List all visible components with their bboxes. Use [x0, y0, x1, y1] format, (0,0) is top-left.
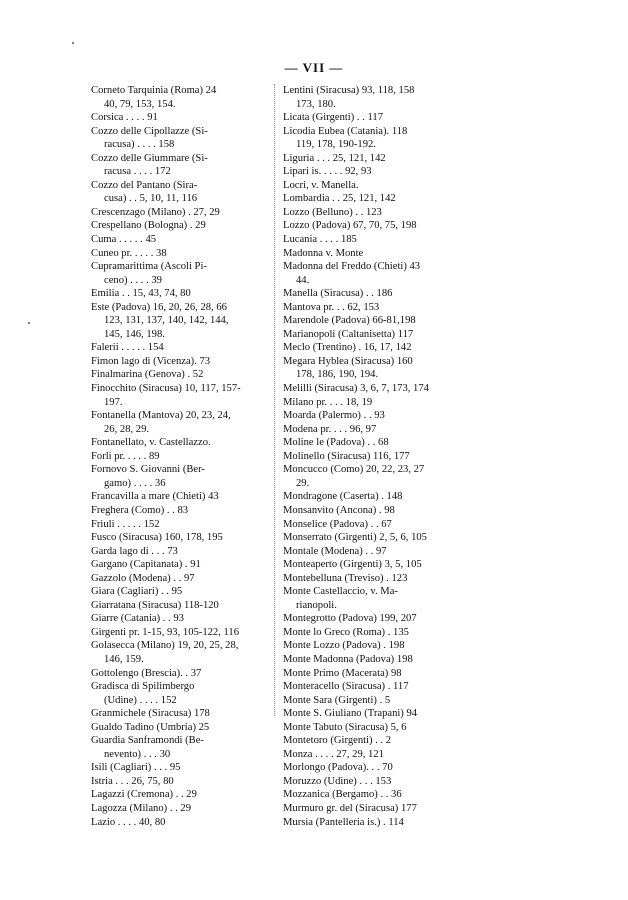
index-entry: Cozzo del Pantano (Sira- — [91, 179, 198, 191]
index-entry: Montebelluna (Treviso) . 123 — [283, 572, 408, 584]
index-entry-continuation: 146, 159. — [104, 653, 144, 665]
index-entry: Marianopoli (Caltanisetta) 117 — [283, 328, 414, 340]
index-entry: Finocchito (Siracusa) 10, 117, 157- — [91, 383, 241, 395]
index-entry: Gottolengo (Brescia). . 37 — [91, 667, 202, 679]
index-entry: Corsica . . . . 91 — [91, 112, 158, 124]
index-entry: Gargano (Capitanata) . 91 — [91, 559, 201, 571]
index-entry: Istria . . . 26, 75, 80 — [91, 775, 174, 787]
index-entry: Giara (Cagliari) . . 95 — [91, 586, 183, 598]
index-entry: Fusco (Siracusa) 160, 178, 195 — [91, 532, 223, 544]
index-entry: Monsanvito (Ancona) . 98 — [283, 504, 395, 516]
index-entry: Francavilla a mare (Chieti) 43 — [91, 491, 219, 503]
index-entry: Mursia (Pantelleria is.) . 114 — [283, 816, 404, 828]
index-entry: Mozzanica (Bergamo) . . 36 — [283, 789, 402, 801]
index-entry: Lentini (Siracusa) 93, 118, 158 — [283, 85, 415, 96]
index-entry-continuation: 145, 146, 198. — [104, 328, 165, 340]
index-entry: Licodia Eubea (Catania). 118 — [283, 125, 408, 137]
index-entry: Montegrotto (Padova) 199, 207 — [283, 613, 417, 625]
index-entry-continuation: 123, 131, 137, 140, 142, 144, — [104, 315, 229, 327]
index-entry-continuation: ceno) . . . . 39 — [104, 274, 162, 286]
index-entry: Morlongo (Padova). . . 70 — [283, 762, 393, 774]
index-entry: Emilia . . 15, 43, 74, 80 — [91, 288, 191, 300]
index-entry: Fontanella (Mantova) 20, 23, 24, — [91, 410, 231, 422]
index-entry-continuation: 173, 180. — [296, 98, 336, 110]
index-entry: Crescenzago (Milano) . 27, 29 — [91, 206, 220, 218]
index-entry: Liguria . . . 25, 121, 142 — [283, 152, 386, 164]
index-entry: Monte Primo (Macerata) 98 — [283, 667, 402, 679]
index-entry: Giarratana (Siracusa) 118-120 — [91, 599, 219, 611]
index-entry: Garda lago di . . . 73 — [91, 545, 178, 557]
page-header: — VII — — [284, 60, 344, 75]
index-entry: Lombardia . . 25, 121, 142 — [283, 193, 396, 205]
index-entry: Marendole (Padova) 66-81,198 — [283, 315, 416, 327]
index-entry: Golasecca (Milano) 19, 20, 25, 28, — [91, 640, 239, 652]
index-entry: Granmichele (Siracusa) 178 — [91, 708, 210, 720]
index-entry: Meclo (Trentino) . 16, 17, 142 — [283, 342, 412, 354]
index-entry: Montetoro (Girgenti) . . 2 — [283, 735, 392, 747]
index-entry: Finalmarina (Genova) . 52 — [91, 369, 204, 381]
index-entry: Manella (Siracusa) . . 186 — [283, 288, 393, 300]
index-entry: Monselice (Padova) . . 67 — [283, 518, 392, 530]
index-entry-continuation: racusa . . . . 172 — [104, 166, 171, 178]
index-entry: Cuma . . . . . 45 — [91, 234, 157, 246]
paper-speck — [28, 322, 30, 324]
index-entry: Moruzzo (Udine) . . . 153 — [283, 775, 392, 787]
index-entry: Monza . . . . 27, 29, 121 — [283, 748, 384, 760]
index-entry: Mantova pr. . . 62, 153 — [283, 301, 380, 313]
index-entry: Fimon lago di (Vicenza). 73 — [91, 355, 211, 367]
index-entry: Lazio . . . . 40, 80 — [91, 816, 166, 828]
index-entry-continuation: gamo) . . . . 36 — [104, 477, 166, 489]
index-entry-continuation: racusa) . . . . 158 — [104, 139, 175, 151]
index-entry-continuation: 197. — [104, 396, 123, 408]
index-entry: Madonna v. Monte — [283, 247, 364, 259]
index-entry: Lagozza (Milano) . . 29 — [91, 802, 192, 814]
index-entry: Cozzo delle Cipollazze (Si- — [91, 125, 208, 137]
index-entry: Moncucco (Como) 20, 22, 23, 27 — [283, 464, 425, 476]
index-entry: Monte Castellaccio, v. Ma- — [283, 586, 398, 598]
index-entry: Lozzo (Belluno) . . 123 — [283, 206, 382, 218]
index-entry: Monte Tabuto (Siracusa) 5, 6 — [283, 721, 407, 733]
index-entry-continuation: 178, 186, 190, 194. — [296, 369, 379, 381]
index-entry: Megara Hyblea (Siracusa) 160 — [283, 355, 413, 367]
index-entry: Monte S. Giuliano (Trapani) 94 — [283, 708, 418, 720]
index-entry-continuation: (Udine) . . . . 152 — [104, 694, 177, 706]
index-entry: Madonna del Freddo (Chieti) 43 — [283, 261, 421, 273]
index-entry: Lucania . . . . 185 — [283, 234, 357, 246]
index-entry-continuation: 26, 28, 29. — [104, 423, 150, 435]
index-entry: Friuli . . . . . 152 — [91, 518, 160, 530]
index-column-left — [91, 84, 301, 829]
index-entry: Monteracello (Siracusa) . 117 — [283, 681, 409, 693]
index-entry: Lipari is. . . . . 92, 93 — [283, 166, 372, 178]
index-entry: Montale (Modena) . . 97 — [283, 545, 387, 557]
index-entry-continuation: 44. — [296, 274, 310, 286]
index-entry: Lozzo (Padova) 67, 70, 75, 198 — [283, 220, 417, 232]
index-entry: Modena pr. . . . 96, 97 — [283, 423, 377, 435]
index-entry: Molinello (Siracusa) 116, 177 — [283, 450, 410, 462]
index-entry: Este (Padova) 16, 20, 26, 28, 66 — [91, 301, 227, 313]
index-entry: Gradisca di Spilimbergo — [91, 681, 195, 693]
index-entry: Giarre (Catania) . . 93 — [91, 613, 184, 625]
index-entry-continuation: rianopoli. — [296, 599, 337, 611]
index-entry-continuation: 29. — [296, 477, 310, 489]
index-entry: Cozzo delle Giummare (Si- — [91, 152, 208, 164]
index-entry: Melilli (Siracusa) 3, 6, 7, 173, 174 — [283, 383, 429, 395]
index-entry: Monte Lozzo (Padova) . 198 — [283, 640, 405, 652]
index-entry: Cuneo pr. . . . . 38 — [91, 247, 167, 259]
index-entry: Gualdo Tadino (Umbria) 25 — [91, 721, 210, 733]
index-entry: Mondragone (Caserta) . 148 — [283, 491, 403, 503]
index-entry: Milano pr. . . . 18, 19 — [283, 396, 373, 408]
index-entry: Moarda (Palermo) . . 93 — [283, 410, 385, 422]
paper-speck — [72, 42, 74, 44]
index-entry: Forli pr. . . . . 89 — [91, 450, 160, 462]
index-entry: Monte lo Greco (Roma) . 135 — [283, 626, 409, 638]
index-entry: Freghera (Como) . . 83 — [91, 504, 189, 516]
index-entry-continuation: cusa) . . 5, 10, 11, 116 — [104, 193, 198, 205]
index-entry-continuation: 119, 178, 190-192. — [296, 139, 376, 151]
index-entry: Monserrato (Girgenti) 2, 5, 6, 105 — [283, 532, 427, 544]
index-entry: Moline le (Padova) . . 68 — [283, 437, 389, 449]
index-entry: Crespellano (Bologna) . 29 — [91, 220, 206, 232]
index-entry: Guardia Sanframondi (Be- — [91, 735, 204, 747]
index-entry-continuation: nevento) . . . 30 — [104, 748, 171, 760]
index-entry-continuation: 40, 79, 153, 154. — [104, 98, 176, 110]
index-column-right — [283, 84, 493, 829]
index-entry: Corneto Tarquinia (Roma) 24 — [91, 85, 217, 96]
index-entry: Monte Madonna (Padova) 198 — [283, 653, 413, 665]
index-entry: Cupramarittima (Ascoli Pi- — [91, 261, 207, 273]
index-entry: Monteaperto (Girgenti) 3, 5, 105 — [283, 559, 422, 571]
index-entry: Murmuro gr. del (Siracusa) 177 — [283, 802, 417, 814]
index-entry: Lagazzi (Cremona) . . 29 — [91, 789, 197, 801]
index-entry: Locri, v. Manella. — [283, 179, 359, 191]
index-entry: Gazzolo (Modena) . . 97 — [91, 572, 195, 584]
index-entry: Licata (Girgenti) . . 117 — [283, 112, 384, 124]
index-entry: Monte Sara (Girgenti) . 5 — [283, 694, 391, 706]
index-entry: Isili (Cagliari) . . . 95 — [91, 762, 181, 774]
index-entry: Falerii . . . . . 154 — [91, 342, 164, 354]
index-entry: Fornovo S. Giovanni (Ber- — [91, 464, 205, 476]
index-entry: Girgenti pr. 1-15, 93, 105-122, 116 — [91, 626, 240, 638]
index-entry: Fontanellato, v. Castellazzo. — [91, 437, 211, 449]
